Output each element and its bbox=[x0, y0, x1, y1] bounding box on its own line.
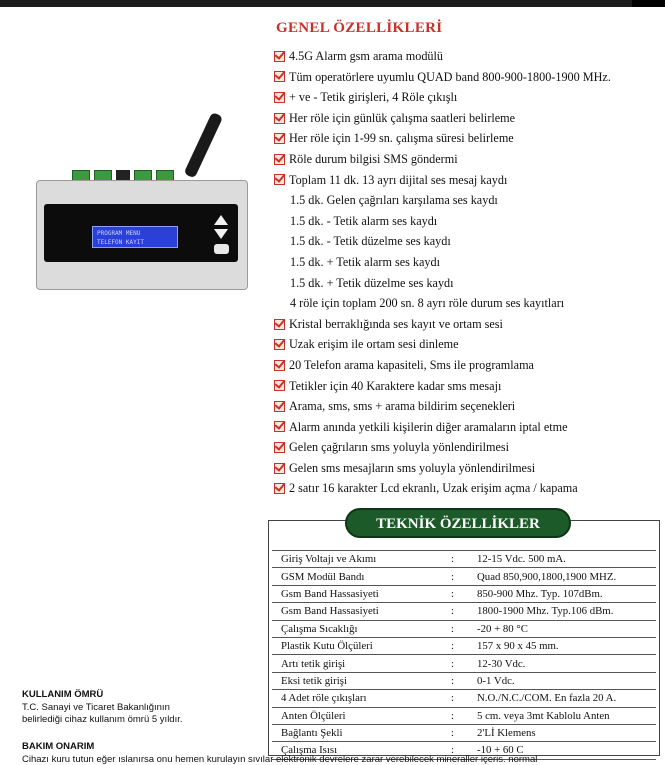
checkbox-icon bbox=[274, 51, 285, 62]
checkbox-icon bbox=[274, 133, 285, 144]
feature-item bbox=[274, 170, 611, 191]
feature-item bbox=[274, 314, 611, 335]
feature-text: Uzak erişim ile ortam sesi dinleme bbox=[289, 337, 459, 352]
feature-text: Alarm anında yetkili kişilerin diğer aramaların iptal etme bbox=[289, 419, 568, 434]
life-text-line: T.C. Sanayi ve Ticaret Bakanlığının bbox=[22, 702, 170, 713]
checkbox-icon bbox=[274, 174, 285, 185]
checkbox-icon bbox=[274, 339, 285, 350]
tech-row bbox=[272, 655, 656, 672]
checkbox-icon bbox=[274, 380, 285, 391]
checkbox-icon bbox=[274, 442, 285, 453]
maintenance-heading: BAKIM ONARIM bbox=[22, 741, 95, 752]
feature-text: Her röle için günlük çalışma saatleri belirleme bbox=[289, 110, 516, 125]
feature-item bbox=[274, 46, 611, 67]
tech-separator: : bbox=[451, 742, 471, 759]
feature-item bbox=[274, 478, 611, 499]
feature-text: 1.5 dk. - Tetik düzelme ses kaydı bbox=[290, 234, 451, 249]
top-border-tip bbox=[632, 0, 665, 7]
maintenance-text-line: Cihazı kuru tutun eğer ıslanırsa onu hemen kurulayın sıvılar elektronik devrelere zarar verebilecek mineraller içeris. normal bbox=[22, 754, 538, 765]
section-title: GENEL ÖZELLİKLERİ bbox=[276, 20, 443, 36]
checkbox-icon bbox=[274, 401, 285, 412]
tech-separator: : bbox=[451, 603, 471, 620]
tech-separator: : bbox=[451, 655, 471, 672]
tech-row bbox=[272, 603, 656, 620]
life-text-line: belirlediği cihaz kullanım ömrü 5 yıldır. bbox=[22, 714, 183, 725]
checkbox-icon bbox=[274, 319, 285, 330]
feature-item bbox=[274, 293, 611, 314]
tech-specs-table bbox=[272, 550, 656, 760]
feature-item bbox=[274, 190, 611, 211]
tech-separator: : bbox=[451, 620, 471, 637]
feature-text: Tüm operatörlere uyumlu QUAD band 800-900-1800-1900 MHz. bbox=[289, 69, 611, 84]
feature-item bbox=[274, 149, 611, 170]
feature-text: 1.5 dk. - Tetik alarm ses kaydı bbox=[290, 213, 438, 228]
tech-separator: : bbox=[451, 707, 471, 724]
checkbox-icon bbox=[274, 113, 285, 124]
feature-text: 4 röle için toplam 200 sn. 8 ayrı röle durum ses kayıtları bbox=[290, 296, 565, 311]
tech-value: 12-30 Vdc. bbox=[471, 655, 656, 672]
tech-separator: : bbox=[451, 690, 471, 707]
tech-label: Bağlantı Şekli bbox=[272, 724, 451, 741]
feature-text: Gelen sms mesajların sms yoluyla yönlendirilmesi bbox=[289, 460, 536, 475]
feature-item bbox=[274, 252, 611, 273]
feature-text: Gelen çağrıların sms yoluyla yönlendirilmesi bbox=[289, 440, 509, 455]
feature-item bbox=[274, 211, 611, 232]
tech-separator: : bbox=[451, 672, 471, 689]
feature-item bbox=[274, 128, 611, 149]
top-border-bar bbox=[0, 0, 665, 7]
tech-row bbox=[272, 551, 656, 568]
feature-text: Arama, sms, sms + arama bildirim seçenekleri bbox=[289, 399, 516, 414]
device-ok-button-icon bbox=[214, 244, 229, 254]
antenna-image bbox=[184, 112, 224, 179]
checkbox-icon bbox=[274, 483, 285, 494]
tech-specs-title: TEKNİK ÖZELLİKLER bbox=[345, 508, 571, 538]
device-lcd-screen bbox=[92, 226, 178, 248]
checkbox-icon bbox=[274, 463, 285, 474]
tech-separator: : bbox=[451, 568, 471, 585]
tech-label: Anten Ölçüleri bbox=[272, 707, 451, 724]
feature-item bbox=[274, 334, 611, 355]
tech-value: 12-15 Vdc. 500 mA. bbox=[471, 551, 656, 568]
checkbox-icon bbox=[274, 92, 285, 103]
tech-value: Quad 850,900,1800,1900 MHZ. bbox=[471, 568, 656, 585]
feature-item bbox=[274, 355, 611, 376]
feature-item bbox=[274, 417, 611, 438]
tech-row bbox=[272, 585, 656, 602]
tech-row bbox=[272, 690, 656, 707]
feature-text: 2 satır 16 karakter Lcd ekranlı, Uzak erişim açma / kapama bbox=[289, 481, 578, 496]
tech-row bbox=[272, 707, 656, 724]
feature-list bbox=[274, 46, 611, 499]
tech-label: Plastik Kutu Ölçüleri bbox=[272, 637, 451, 654]
tech-label: Çalışma Isısı bbox=[272, 742, 451, 759]
feature-item bbox=[274, 231, 611, 252]
tech-value: 157 x 90 x 45 mm. bbox=[471, 637, 656, 654]
feature-item bbox=[274, 396, 611, 417]
feature-text: Kristal berraklığında ses kayıt ve ortam sesi bbox=[289, 316, 503, 331]
tech-row bbox=[272, 672, 656, 689]
feature-text: Tetikler için 40 Karaktere kadar sms mesajı bbox=[289, 378, 502, 393]
feature-text: 1.5 dk. Gelen çağrıları karşılama ses kaydı bbox=[290, 193, 498, 208]
feature-text: 1.5 dk. + Tetik alarm ses kaydı bbox=[290, 254, 440, 269]
tech-separator: : bbox=[451, 637, 471, 654]
device-down-button-icon bbox=[214, 229, 228, 240]
tech-value: -10 + 60 C bbox=[471, 742, 656, 759]
feature-item bbox=[274, 458, 611, 479]
feature-text: Toplam 11 dk. 13 ayrı dijital ses mesaj kaydı bbox=[289, 172, 508, 187]
tech-separator: : bbox=[451, 551, 471, 568]
tech-separator: : bbox=[451, 585, 471, 602]
feature-item bbox=[274, 376, 611, 397]
checkbox-icon bbox=[274, 421, 285, 432]
feature-text: Röle durum bilgisi SMS göndermi bbox=[289, 151, 458, 166]
tech-value: 850-900 Mhz. Typ. 107dBm. bbox=[471, 585, 656, 602]
tech-label: 4 Adet röle çıkışları bbox=[272, 690, 451, 707]
tech-row bbox=[272, 620, 656, 637]
tech-value: 0-1 Vdc. bbox=[471, 672, 656, 689]
tech-label: Çalışma Sıcaklığı bbox=[272, 620, 451, 637]
tech-label: Giriş Voltajı ve Akımı bbox=[272, 551, 451, 568]
tech-label: Eksi tetik girişi bbox=[272, 672, 451, 689]
lcd-line-1: PROGRAM MENU bbox=[97, 230, 141, 237]
tech-row bbox=[272, 724, 656, 741]
tech-row bbox=[272, 568, 656, 585]
tech-value: -20 + 80 °C bbox=[471, 620, 656, 637]
tech-row bbox=[272, 637, 656, 654]
lcd-line-2: TELEFON KAYIT bbox=[97, 239, 144, 246]
feature-item bbox=[274, 108, 611, 129]
checkbox-icon bbox=[274, 71, 285, 82]
feature-text: 20 Telefon arama kapasiteli, Sms ile programlama bbox=[289, 357, 534, 372]
life-heading: KULLANIM ÖMRÜ bbox=[22, 689, 104, 700]
feature-item bbox=[274, 437, 611, 458]
tech-value: 2'Lİ Klemens bbox=[471, 724, 656, 741]
feature-text: Her röle için 1-99 sn. çalışma süresi belirleme bbox=[289, 131, 514, 146]
tech-value: 5 cm. veya 3mt Kablolu Anten bbox=[471, 707, 656, 724]
tech-separator: : bbox=[451, 724, 471, 741]
tech-label: GSM Modül Bandı bbox=[272, 568, 451, 585]
tech-value: N.O./N.C./COM. En fazla 20 A. bbox=[471, 690, 656, 707]
feature-item bbox=[274, 67, 611, 88]
checkbox-icon bbox=[274, 154, 285, 165]
tech-value: 1800-1900 Mhz. Typ.106 dBm. bbox=[471, 603, 656, 620]
feature-text: + ve - Tetik girişleri, 4 Röle çıkışlı bbox=[289, 90, 458, 105]
tech-label: Gsm Band Hassasiyeti bbox=[272, 585, 451, 602]
feature-text: 4.5G Alarm gsm arama modülü bbox=[289, 49, 444, 63]
feature-item bbox=[274, 273, 611, 294]
checkbox-icon bbox=[274, 360, 285, 371]
tech-label: Artı tetik girişi bbox=[272, 655, 451, 672]
tech-label: Gsm Band Hassasiyeti bbox=[272, 603, 451, 620]
feature-text: 1.5 dk. + Tetik düzelme ses kaydı bbox=[290, 275, 454, 290]
feature-item bbox=[274, 87, 611, 108]
device-up-button-icon bbox=[214, 215, 228, 226]
